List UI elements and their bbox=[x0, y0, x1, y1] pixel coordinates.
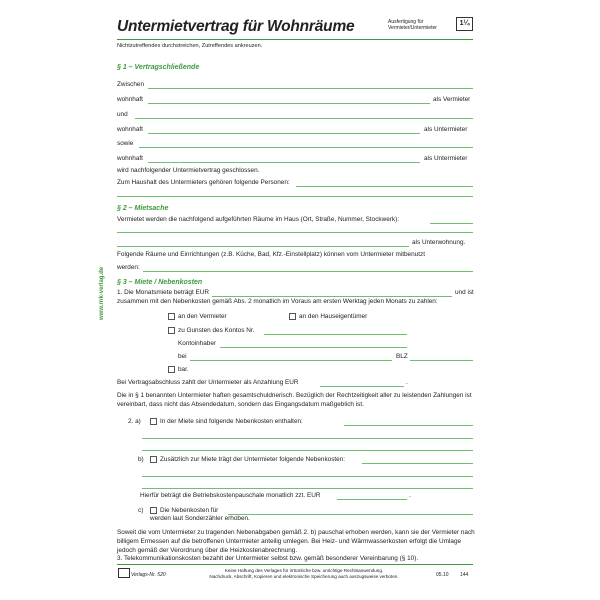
text-monatsmiete: 1. Die Monatsmiete beträgt EUR bbox=[117, 289, 209, 296]
label-haushalt: Zum Haushalt des Untermieters gehören folgende Personen: bbox=[117, 179, 290, 186]
label-2a: 2. a) bbox=[128, 418, 141, 425]
field-2b-3[interactable] bbox=[142, 488, 473, 489]
field-bank[interactable] bbox=[190, 360, 392, 361]
label-als-vermieter: als Vermieter bbox=[433, 96, 471, 103]
text-schluss: wird nachfolgender Untermietvertrag geschlossen. bbox=[117, 167, 260, 174]
field-anzahlung[interactable] bbox=[320, 386, 404, 387]
checkbox-an-vermieter[interactable] bbox=[168, 313, 175, 320]
label-als-untermieter-1: als Untermieter bbox=[424, 126, 468, 133]
field-pauschale[interactable] bbox=[337, 499, 407, 500]
field-vermieter-name[interactable] bbox=[148, 88, 473, 89]
field-monatsmiete[interactable] bbox=[212, 296, 452, 297]
copy-label-line2: Vermieter/Untermieter bbox=[388, 25, 437, 31]
publisher-logo bbox=[118, 568, 130, 578]
field-2b-1[interactable] bbox=[362, 463, 473, 464]
label-als-unterwohnung: als Unterwohnung. bbox=[412, 239, 466, 246]
label-wohnhaft-2: wohnhaft bbox=[117, 126, 143, 133]
field-blz[interactable] bbox=[410, 360, 473, 361]
label-an-hauseigentuemer: an den Hauseigentümer bbox=[299, 313, 368, 320]
checkbox-2a[interactable] bbox=[150, 418, 157, 425]
field-kontonummer[interactable] bbox=[264, 334, 407, 335]
section3-heading: § 3 – Miete / Nebenkosten bbox=[117, 279, 203, 286]
copy-badge: 1¼ bbox=[456, 17, 473, 31]
label-und: und bbox=[117, 111, 128, 118]
field-haushalt-2[interactable] bbox=[117, 196, 473, 197]
label-2c: c) bbox=[138, 507, 144, 514]
header-rule bbox=[117, 39, 473, 40]
field-untermieter2-address[interactable] bbox=[148, 162, 420, 163]
checkbox-2b[interactable] bbox=[150, 456, 157, 463]
text-folgende-raeume: Folgende Räume und Einrichtungen (z.B. Küche, Bad, Kfz.-Einstellplatz) können vom Untermieter mitbenutzt bbox=[117, 251, 425, 258]
label-als-untermieter-2: als Untermieter bbox=[424, 155, 468, 162]
field-2a-3[interactable] bbox=[142, 450, 473, 451]
label-bei: bei bbox=[178, 353, 187, 360]
text-anzahlung: Bei Vertragsabschluss zahlt der Untermieter als Anzahlung EUR bbox=[117, 379, 299, 386]
checkbox-an-hauseigentuemer[interactable] bbox=[289, 313, 296, 320]
label-an-vermieter: an den Vermieter bbox=[178, 313, 227, 320]
text-2b: Zusätzlich zur Miete trägt der Untermieter folgende Nebenkosten: bbox=[160, 456, 346, 463]
field-2c[interactable] bbox=[228, 514, 473, 515]
text-2c-2: werden laut Sonderzähler erhoben. bbox=[150, 515, 250, 522]
footer-date: 05.10 bbox=[436, 572, 449, 578]
field-mietsache-3[interactable] bbox=[117, 246, 409, 247]
field-untermieter1-name[interactable] bbox=[135, 118, 473, 119]
checkbox-konto[interactable] bbox=[168, 327, 175, 334]
field-haushalt-1[interactable] bbox=[296, 186, 473, 187]
label-2b: b) bbox=[138, 456, 144, 463]
label-werden: werden: bbox=[117, 264, 140, 271]
footer-code: 144 bbox=[460, 572, 469, 578]
field-untermieter2-name[interactable] bbox=[139, 147, 473, 148]
copy-label-line1: Ausfertigung für bbox=[388, 19, 424, 25]
header-hint: Nichtzutreffendes durchstreichen, Zutreffendes ankreuzen. bbox=[117, 43, 263, 49]
publisher-url: www.rnk-verlag.de bbox=[99, 266, 105, 320]
text-und-ist: und ist bbox=[455, 289, 474, 296]
field-mietsache-2[interactable] bbox=[117, 232, 473, 233]
field-vermieter-address[interactable] bbox=[148, 103, 430, 104]
text-soweit: Soweit die vom Untermieter zu tragenden Nebenabgaben gemäß 2. b) pauschal erhoben werden, kann sie der Vermieter nach billigem Ermessen auf die betroffenen Untermieter anteilig umlegen. Bei Heiz- und Wärmwasserkosten erfolgt die Umlage jedoch gemäß der Verordnung über die Heizkostenabrechnung. bbox=[117, 529, 475, 554]
label-zwischen: Zwischen bbox=[117, 81, 144, 88]
field-untermieter1-address[interactable] bbox=[148, 133, 420, 134]
document-title: Untermietvertrag für Wohnräume bbox=[117, 18, 355, 35]
checkbox-2c[interactable] bbox=[150, 507, 157, 514]
label-sowie: sowie bbox=[117, 140, 134, 147]
label-kontoinhaber: Kontoinhaber bbox=[178, 340, 217, 347]
footer-line2: Nachdruck, Abschrift, Kopieren und elektronische Speicherung auch auszugsweise verboten. bbox=[209, 574, 399, 579]
text-telekommunikation: 3. Telekommunikationskosten bezahlt der Untermieter selbst bzw. gemäß besonderer Vereinbarung (§ 10). bbox=[117, 555, 419, 562]
text-haftung: Die in § 1 benannten Untermieter haften gesamtschuldnerisch. Bezüglich der Rechtzeitigkeit aller zu leistenden Zahlungen ist vereinbart, dass nicht das Absendedatum, sondern das Eingangsdatum maßgeblich ist. bbox=[117, 392, 472, 408]
label-bar: bar. bbox=[178, 366, 189, 373]
text-pauschale: Hierfür beträgt die Betriebskostenpauschale monatlich zzt. EUR bbox=[140, 492, 321, 499]
text-zahlung: zusammen mit den Nebenkosten gemäß Abs. 2 monatlich im Voraus am ersten Werktag jeden Monats zu zahlen: bbox=[117, 298, 438, 305]
text-pauschale-end: . bbox=[409, 492, 411, 499]
section2-heading: § 2 – Mietsache bbox=[117, 205, 169, 212]
label-blz: BLZ bbox=[396, 353, 408, 360]
field-mitbenutzung[interactable] bbox=[143, 271, 473, 272]
footer-line1: Keine Haftung des Verlages für irrtümliche bzw. unrichtige Rechtsanwendung. bbox=[224, 568, 384, 573]
field-mietsache-1[interactable] bbox=[430, 223, 473, 224]
label-wohnhaft-1: wohnhaft bbox=[117, 96, 143, 103]
text-anzahlung-end: . bbox=[406, 379, 408, 386]
label-konto: zu Gunsten des Kontos Nr. bbox=[178, 327, 255, 334]
field-2a-2[interactable] bbox=[142, 438, 473, 439]
field-2a-1[interactable] bbox=[344, 425, 473, 426]
text-2c: Die Nebenkosten für bbox=[160, 507, 219, 514]
section1-heading: § 1 – Vertragschließende bbox=[117, 64, 200, 71]
field-2b-2[interactable] bbox=[142, 476, 473, 477]
field-kontoinhaber[interactable] bbox=[220, 347, 407, 348]
footer-rule bbox=[117, 564, 473, 565]
label-wohnhaft-3: wohnhaft bbox=[117, 155, 143, 162]
text-2a: In der Miete sind folgende Nebenkosten enthalten: bbox=[160, 418, 303, 425]
checkbox-bar[interactable] bbox=[168, 366, 175, 373]
text-mietsache: Vermietet werden die nachfolgend aufgeführten Räume im Haus (Ort, Straße, Nummer, Stockwerk): bbox=[117, 216, 400, 223]
verlag-nr: Verlags-Nr. 520 bbox=[131, 572, 166, 578]
